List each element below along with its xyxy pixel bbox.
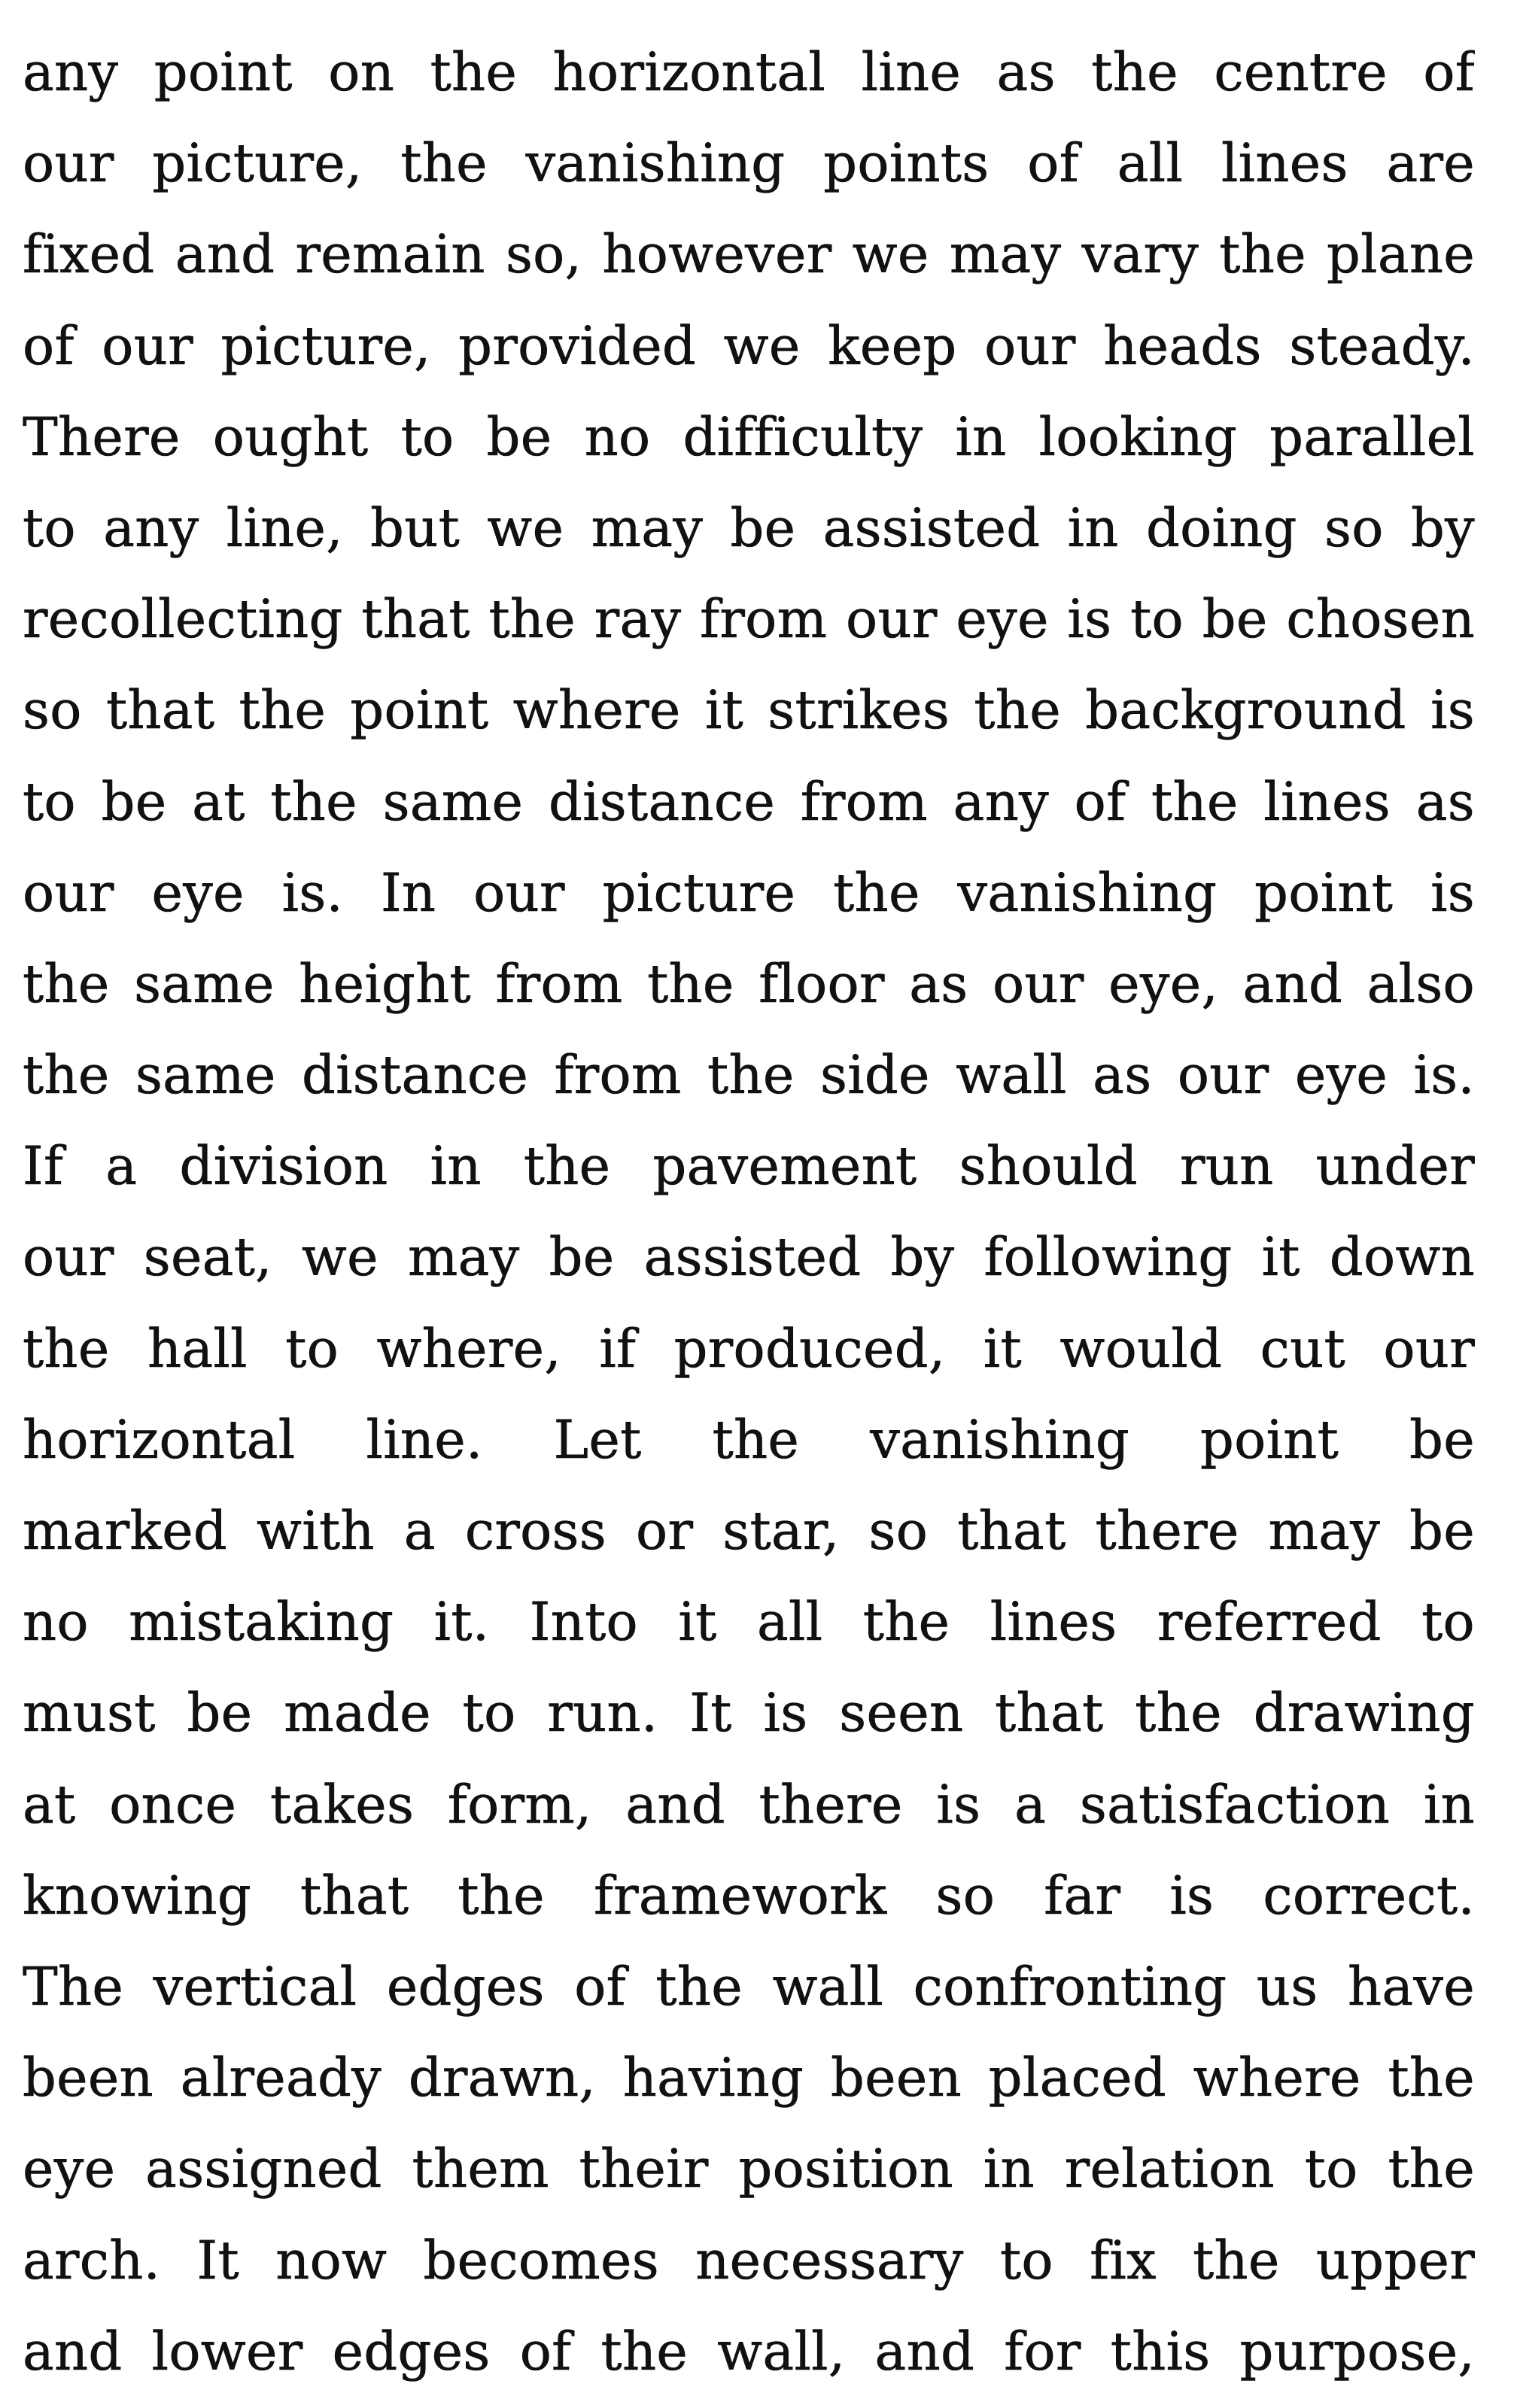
text-line: eye assigned them their position in relation to the [23,2138,1475,2200]
text-line: marked with a cross or star, so that there may be [23,1500,1475,1562]
text-line: to be at the same distance from any of the lines as [23,770,1475,833]
text-line: knowing that the framework so far is correct. [23,1864,1475,1927]
text-line: There ought to be no difficulty in looking parallel [23,405,1475,468]
text-line: horizontal line. Let the vanishing point be [23,1408,1475,1471]
text-line: no mistaking it. Into it all the lines referred to [23,1591,1475,1653]
text-line: If a division in the pavement should run under [23,1135,1475,1198]
text-line: to any line, but we may be assisted in doing so by [23,496,1475,559]
text-line: our seat, we may be assisted by following it down [23,1226,1475,1289]
text-line: the same height from the floor as our eye, and also [23,952,1475,1015]
text-line: been already drawn, having been placed where the [23,2047,1475,2109]
text-line: and lower edges of the wall, and for this purpose, [23,2320,1475,2382]
text-line: of our picture, provided we keep our heads steady. [23,314,1475,377]
text-line: the same distance from the side wall as our eye is. [23,1044,1475,1107]
text-line: any point on the horizontal line as the centre of [23,41,1475,103]
text-line: arch. It now becomes necessary to fix the upper [23,2229,1475,2291]
text-line: fixed and remain so, however we may vary the plane [23,223,1475,286]
text-line: our eye is. In our picture the vanishing point is [23,861,1475,924]
text-line: recollecting that the ray from our eye is to be chosen [23,588,1475,651]
text-line: the hall to where, if produced, it would cut our [23,1317,1475,1380]
body-paragraph [23,27,1475,2397]
text-line: at once takes form, and there is a satisfaction in [23,1773,1475,1836]
text-line: so that the point where it strikes the background is [23,679,1475,742]
text-line: our picture, the vanishing points of all lines are [23,132,1475,195]
text-line: The vertical edges of the wall confronting us have [23,1955,1475,2018]
text-line: must be made to run. It is seen that the drawing [23,1682,1475,1745]
